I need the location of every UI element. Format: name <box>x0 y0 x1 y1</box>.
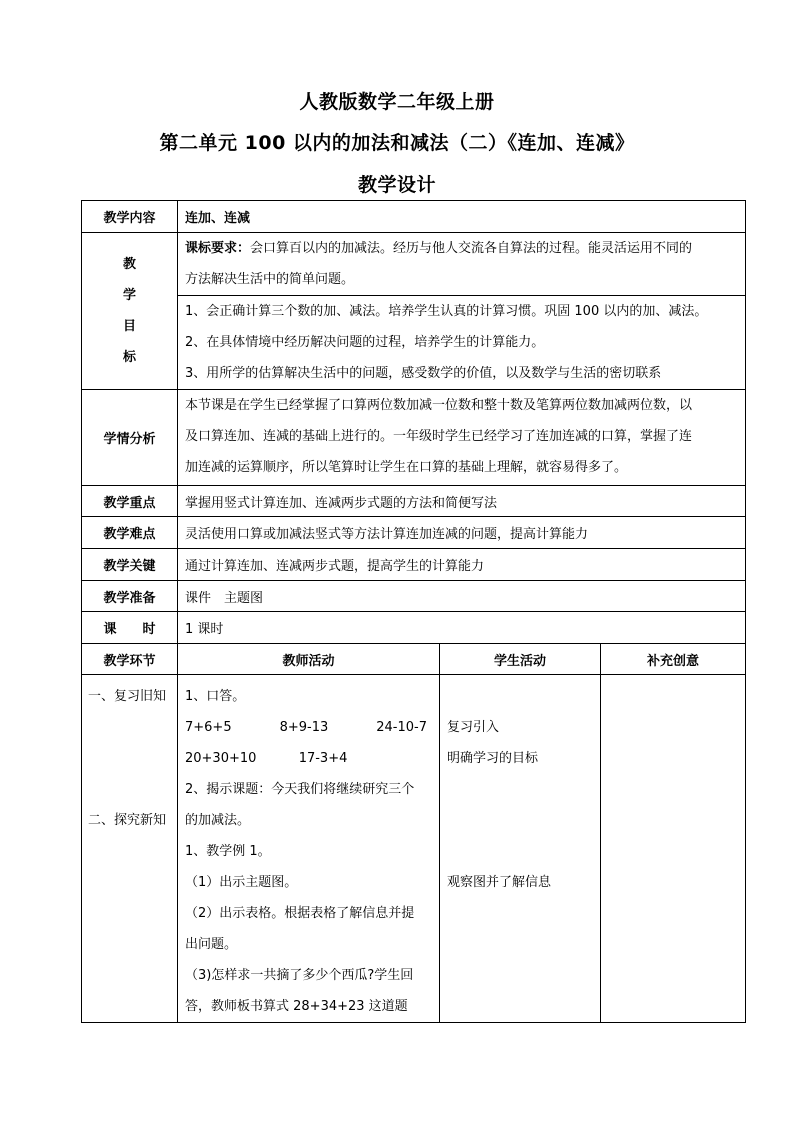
label-teaching-goals <box>82 233 178 390</box>
stage-explore: 二、探究新知 <box>88 813 167 828</box>
stage-column <box>82 675 178 1023</box>
exercise: 24-10-7 <box>376 720 427 735</box>
row-class-hours <box>82 612 746 644</box>
label-difficult-point: 教学难点 <box>82 517 178 549</box>
teacher-line: 出问题。 <box>185 937 238 952</box>
value-class-hours: 1 课时 <box>178 612 746 644</box>
lesson-plan-table <box>81 200 746 1023</box>
row-student-analysis <box>82 390 746 486</box>
exercise: 20+30+10 <box>185 751 257 766</box>
row-goals-standard <box>82 233 746 296</box>
curriculum-standard <box>178 233 746 296</box>
teacher-activity-column <box>178 675 440 1023</box>
standard-text-cont: 方法解决生活中的简单问题。 <box>185 272 355 287</box>
label-preparation: 教学准备 <box>82 581 178 612</box>
exercise: 8+9-13 <box>279 720 329 735</box>
row-process-header <box>82 644 746 675</box>
teacher-line: 1、教学例 1。 <box>185 844 271 859</box>
exercise: 7+6+5 <box>185 720 232 735</box>
header-stage: 教学环节 <box>82 644 178 675</box>
goal-char: 学 <box>122 288 136 303</box>
design-title: 教学设计 <box>357 174 436 196</box>
stage-review: 一、复习旧知 <box>88 689 167 704</box>
goal-item: 3、用所学的估算解决生活中的问题，感受数学的价值，以及数学与生活的密切联系 <box>185 366 662 381</box>
label-class-hours: 课 时 <box>82 612 178 644</box>
teacher-line: （2）出示表格。根据表格了解信息并提 <box>185 906 415 921</box>
header-teacher-activity: 教师活动 <box>178 644 440 675</box>
row-key-point <box>82 486 746 517</box>
value-critical-point: 通过计算连加、连减两步式题，提高学生的计算能力 <box>178 549 746 581</box>
exercise-row <box>185 712 433 743</box>
exercise-row <box>185 743 433 774</box>
row-goals-items <box>82 296 746 390</box>
goal-char: 目 <box>122 319 136 334</box>
student-analysis-text <box>178 390 746 486</box>
row-preparation <box>82 581 746 612</box>
teacher-line: 1、口答。 <box>185 689 246 704</box>
row-process-body <box>82 675 746 1023</box>
header-student-activity: 学生活动 <box>440 644 601 675</box>
goal-items <box>178 296 746 390</box>
teacher-line: 答，教师板书算式 28+34+23 这道题 <box>185 999 408 1014</box>
label-teaching-content: 教学内容 <box>82 201 178 233</box>
standard-label: 课标要求： <box>185 241 251 256</box>
row-teaching-content <box>82 201 746 233</box>
creative-notes-column <box>601 675 746 1023</box>
teacher-line: 2、揭示课题：今天我们将继续研究三个 <box>185 782 415 797</box>
label-critical-point: 教学关键 <box>82 549 178 581</box>
exercise: 17-3+4 <box>298 751 348 766</box>
student-line: 复习引入 <box>447 720 500 735</box>
analysis-line: 加连减的运算顺序，所以笔算时让学生在口算的基础上理解，就容易得多了。 <box>185 460 628 475</box>
analysis-line: 本节课是在学生已经掌握了口算两位数加减一位数和整十数及笔算两位数加减两位数，以 <box>185 398 693 413</box>
value-preparation: 课件 主题图 <box>178 581 746 612</box>
row-critical-point <box>82 549 746 581</box>
analysis-line: 及口算连加、连减的基础上进行的。一年级时学生已经学习了连加连减的口算，掌握了连 <box>185 429 693 444</box>
standard-text: 会口算百以内的加减法。经历与他人交流各自算法的过程。能灵活运用不同的 <box>250 241 693 256</box>
goal-item: 2、在具体情境中经历解决问题的过程，培养学生的计算能力。 <box>185 335 545 350</box>
goal-char: 标 <box>122 350 136 365</box>
label-key-point: 教学重点 <box>82 486 178 517</box>
student-line: 观察图并了解信息 <box>447 875 552 890</box>
unit-title: 第二单元 100 以内的加法和减法（二）《连加、连减》 <box>159 132 635 154</box>
value-difficult-point: 灵活使用口算或加减法竖式等方法计算连加连减的问题，提高计算能力 <box>178 517 746 549</box>
document-title: 人教版数学二年级上册 <box>299 91 495 113</box>
teacher-line: 的加减法。 <box>185 813 251 828</box>
label-student-analysis: 学情分析 <box>82 390 178 486</box>
value-key-point: 掌握用竖式计算连加、连减两步式题的方法和简便写法 <box>178 486 746 517</box>
value-teaching-content: 连加、连减 <box>178 201 746 233</box>
header-creative-notes: 补充创意 <box>601 644 746 675</box>
goal-char: 教 <box>122 257 136 272</box>
student-activity-column <box>440 675 601 1023</box>
student-line: 明确学习的目标 <box>447 751 539 766</box>
teacher-line: （3)怎样求一共摘了多少个西瓜?学生回 <box>185 968 414 983</box>
goal-item: 1、会正确计算三个数的加、减法。培养学生认真的计算习惯。巩固 100 以内的加、减法。 <box>185 304 708 319</box>
row-difficult-point <box>82 517 746 549</box>
teacher-line: （1）出示主题图。 <box>185 875 298 890</box>
